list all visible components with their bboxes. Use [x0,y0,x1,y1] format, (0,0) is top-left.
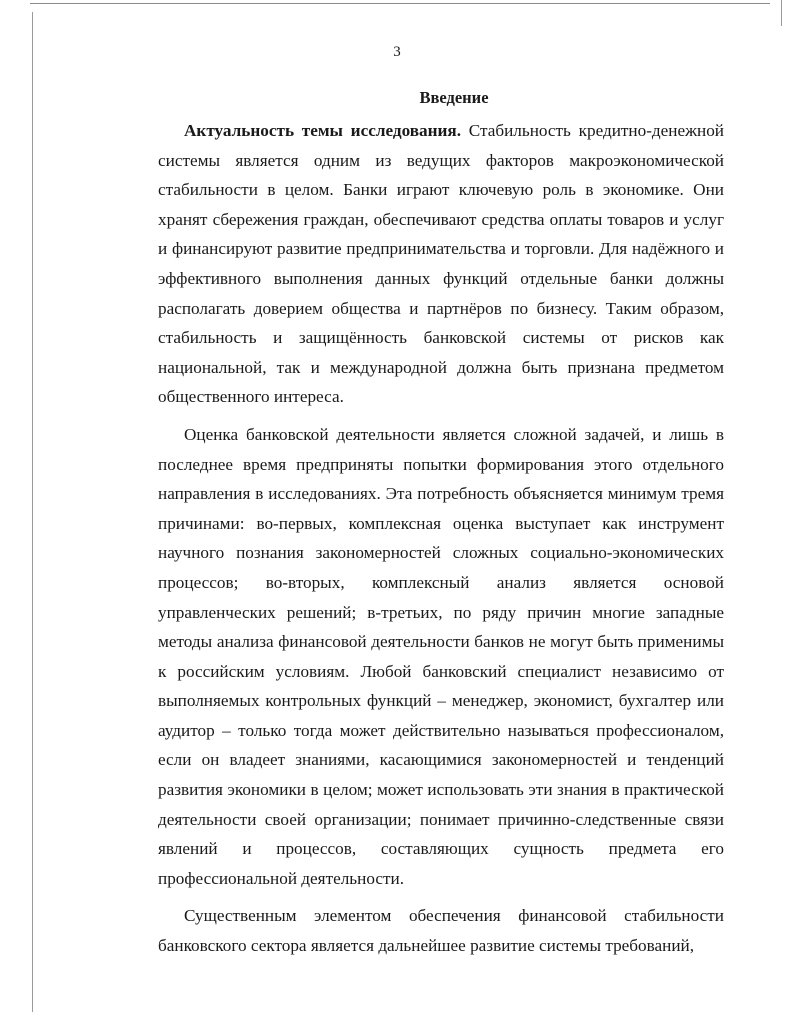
scan-border-top [30,3,770,4]
paragraph-text: Стабильность кредитно-денежной системы является одним из ведущих факторов макроэкономической стабильности в целом. Банки играют ключевую роль в экономике. Они хранят сбережения граждан, обеспечивают средства оплаты товаров и услуг и финансируют развитие предпринимательства и торговли. Для надёжного и эффективного выполнения данных функций отдельные банки должны располагать доверием общества и партнёров по бизнесу. Таким образом, стабильность и защищённость банковской системы от рисков как национальной, так и международной должна быть признана предметом общественного интереса. [158,121,725,407]
paragraph-lead: Актуальность темы исследования. [184,121,462,140]
paragraph-stability [158,901,724,960]
scan-border-right [781,0,782,26]
paragraph-assessment [158,420,724,894]
section-title: Введение [419,88,489,107]
scan-border-left [32,12,33,1012]
paragraph-relevance [158,116,724,412]
body-text [158,116,724,961]
paragraph-text: Существенным элементом обеспечения финансовой стабильности банковского сектора является дальнейшее развитие системы требований, [158,906,724,956]
page-number: 3 [393,44,401,60]
paragraph-text: Оценка банковской деятельности является сложной задачей, и лишь в последнее время предприняты попытки формирования этого отдельного направления в исследованиях. Эта потребность объясняется минимум тремя причинами: во-первых, комплексная оценка выступает как инструмент научного познания закономерностей сложных социально-экономических процессов; во-вторых, комплексный анализ является основой управленческих решений; в-третьих, по ряду причин многие западные методы анализа финансовой деятельности банков не могут быть применимы к российским условиям. Любой банковский специалист независимо от выполняемых контрольных функций – менеджер, экономист, бухгалтер или аудитор – только тогда может действительно называться профессионалом, если он владеет знаниями, касающимися закономерностей и тенденций развития экономики в целом; может использовать эти знания в практической деятельности своей организации; понимает причинно-следственные связи явлений и процессов, составляющих сущность предмета его профессиональной деятельности. [158,424,724,888]
